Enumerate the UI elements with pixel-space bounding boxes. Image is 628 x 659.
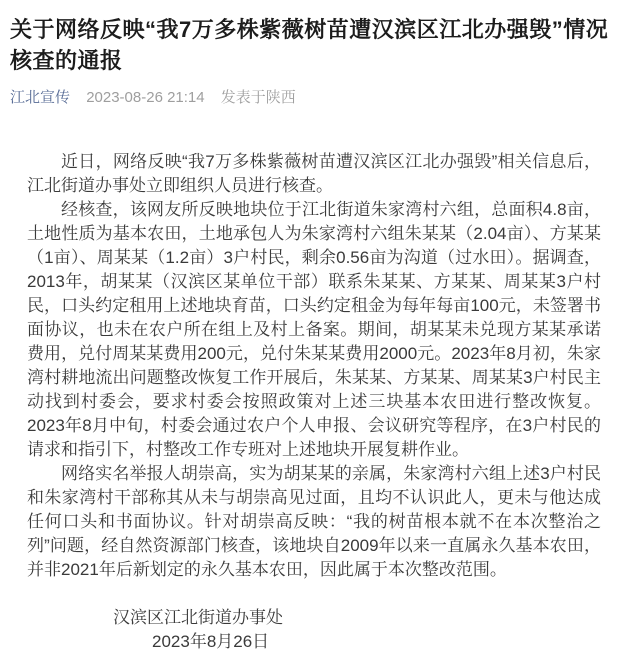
publish-location: 发表于陕西 <box>220 89 296 106</box>
paragraph-intro: 近日，网络反映“我7万多株紫薇树苗遭汉滨区江北办强毁”相关信息后，江北街道办事处立即组织人员进行核查。 <box>27 152 601 195</box>
account-name-link[interactable]: 江北宣传 <box>10 89 71 106</box>
paragraph-verification: 经核查，该网友所反映地块位于江北街道朱家湾村六组，总面积4.8亩，土地性质为基本农田，土地承包人为朱家湾村六组朱某某（2.04亩）、方某某（1亩）、周某某（1.2亩）3户村民，剩余0.56亩为沟道（过水田）。据调查，2013年，胡某某（汉滨区某单位干部）联系朱某某、方某某、周某某3户村民，口头约定租用上述地块育苗，口头约定租金为每年每亩100元，未签署书面协议，也未在农户所在组上及村上备案。期间，胡某某未兑现方某某承诺费用，兑付周某某费用200元，兑付朱某某费用2000元。2023年8月初，朱家湾村耕地流出问题整改恢复工作开展后，朱某某、方某某、周某某3户村民主动找到村委会，要求村委会按照政策对上述三块基本农田进行整改恢复。2023年8月中旬，村委会通过农户个人申报、会议研究等程序，在3户村民的请求和指引下，村整改工作专班对上述地块开展复耕作业。 <box>27 200 601 459</box>
paragraph-reporter: 网络实名举报人胡崇高，实为胡某某的亲属，朱家湾村六组上述3户村民和朱家湾村干部称其从未与胡崇高见过面，且均不认识此人，更未与他达成任何口头和书面协议。针对胡崇高反映：“我的树苗根本就不在本次整治之列”问题，经自然资源部门核查，该地块自2009年以来一直属永久基本农田，并非2021年后新划定的永久基本农田，因此属于本次整改范围。 <box>27 464 601 579</box>
signature-office: 汉滨区江北街道办事处 <box>113 608 283 627</box>
signature-block <box>27 606 601 654</box>
page-title: 关于网络反映“我7万多株紫薇树苗遭汉滨区江北办强毁”情况核查的通报 <box>10 17 609 73</box>
signature-date: 2023年8月26日 <box>152 632 270 651</box>
publish-timestamp: 2023-08-26 21:14 <box>86 89 205 106</box>
byline <box>10 90 618 106</box>
article-body <box>27 150 601 654</box>
